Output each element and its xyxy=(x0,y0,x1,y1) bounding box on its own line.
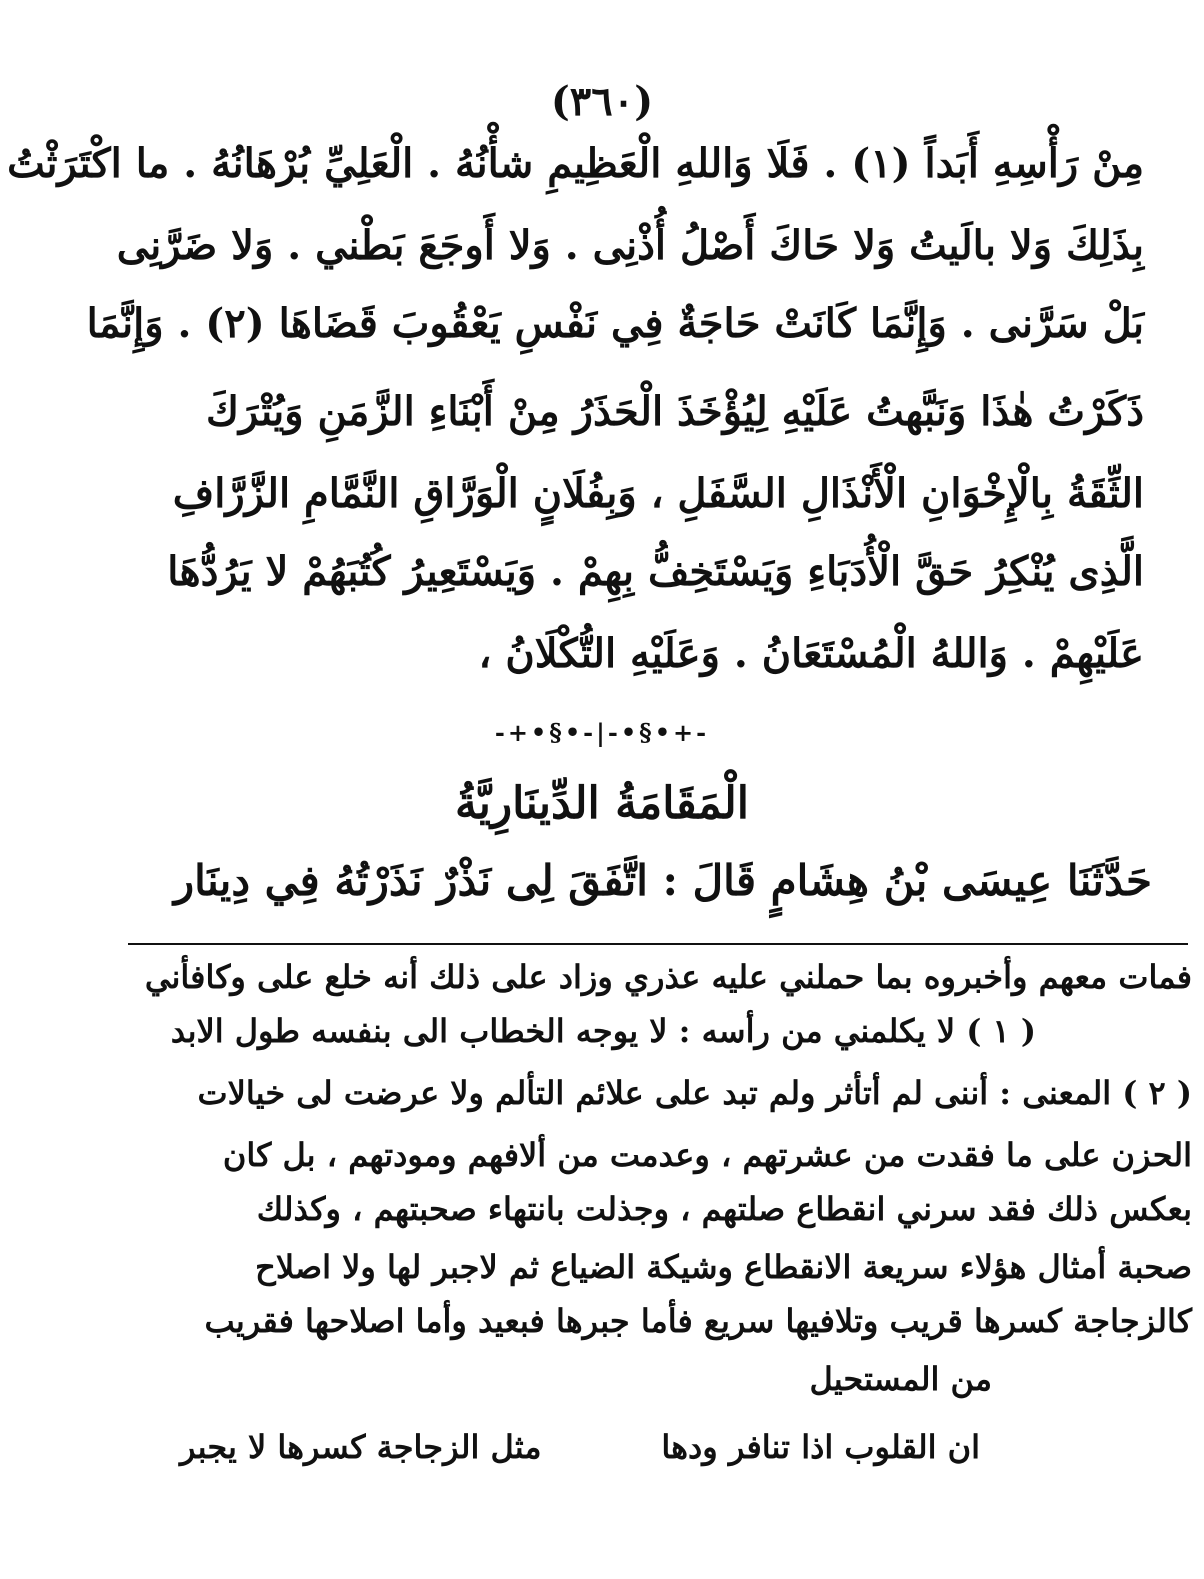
footnote-line: الحزن على ما فقدت من عشرتهم ، وعدمت من ألافهم ومودتهم ، بل كان xyxy=(222,1136,1192,1174)
main-text-line: ذَكَرْتُ هٰذَا وَنَبَّهتُ عَلَيْهِ لِيُؤْخَذَ الْحَذَرُ مِنْ أَبْنَاءِ الزَّمَنِ وَيُتْرَكَ xyxy=(205,388,1144,435)
main-text-line: بِذَلِكَ وَلا بالَيتُ وَلا حَاكَ أَصْلُ أُذْنِى . وَلا أَوجَعَ بَطْني . وَلا ضَرَّنِى xyxy=(116,222,1144,269)
main-text-line: الثِّقَةُ بِالْإِخْوَانِ الْأَنْذَالِ السَّفَلِ ، وَبِفُلَانٍ الْوَرَّاقِ النَّمَّامِ الزَّرَّافِ xyxy=(172,470,1144,517)
footnote-line: ( ٢ ) المعنى : أننى لم أتأثر ولم تبد على علائم التألم ولا عرضت لى خيالات xyxy=(197,1074,1192,1112)
footnote-line: من المستحيل xyxy=(809,1360,992,1398)
footnote-line: فمات معهم وأخبروه بما حملني عليه عذري وزاد على ذلك أنه خلع على وكافأني xyxy=(144,958,1192,996)
main-text-line: الَّذِى يُنْكِرُ حَقَّ الْأُدَبَاءِ وَيَسْتَخِفُّ بِهِمْ . وَيَسْتَعِيرُ كُتُبَهُمْ لا يَرُدُّهَا xyxy=(167,548,1144,595)
section-title: الْمَقَامَةُ الدِّينَارِيَّةُ xyxy=(455,778,749,829)
verse-second-hemistich: مثل الزجاجة كسرها لا يجبر xyxy=(180,1428,542,1466)
main-text-line: عَلَيْهِمْ . وَاللهُ الْمُسْتَعَانُ . وَعَلَيْهِ التُّكْلَانُ ، xyxy=(478,630,1144,677)
footnote-line: بعكس ذلك فقد سرني انقطاع صلتهم ، وجذلت بانتهاء صحبتهم ، وكذلك xyxy=(256,1190,1192,1228)
main-text-line: بَلْ سَرَّنى . وَإِنَّمَا كَانَتْ حَاجَةٌ فِي نَفْسِ يَعْقُوبَ قَضَاهَا (٢) . وَإِنَّمَا xyxy=(86,300,1144,347)
verse-first-hemistich: ان القلوب اذا تنافر ودها xyxy=(661,1428,980,1466)
footnote-line: صحبة أمثال هؤلاء سريعة الانقطاع وشيكة الضياع ثم لاجبر لها ولا اصلاح xyxy=(255,1248,1192,1286)
page-number: (٣٦٠) xyxy=(550,78,654,125)
section-ornament: -+•§•-|-•§•+- xyxy=(494,718,710,747)
footnote-line: ( ١ ) لا يكلمني من رأسه : لا يوجه الخطاب الى بنفسه طول الابد xyxy=(170,1012,1036,1050)
footnote-line: كالزجاجة كسرها قريب وتلافيها سريع فأما جبرها فبعيد وأما اصلاحها فقريب xyxy=(204,1302,1192,1340)
opening-line: حَدَّثَنَا عِيسَى بْنُ هِشَامٍ قَالَ : اتَّفَقَ لِى نَذْرٌ نَذَرْتُهُ فِي دِينَار xyxy=(173,856,1152,905)
main-text-line: مِنْ رَأْسِهِ أَبَداً (١) . فَلَا وَاللهِ الْعَظِيمِ شأْنُهُ . الْعَلِيِّ بُرْهَانُهُ . ما اكْتَرَثْتُ xyxy=(7,140,1144,187)
footnote-divider xyxy=(128,943,1188,945)
